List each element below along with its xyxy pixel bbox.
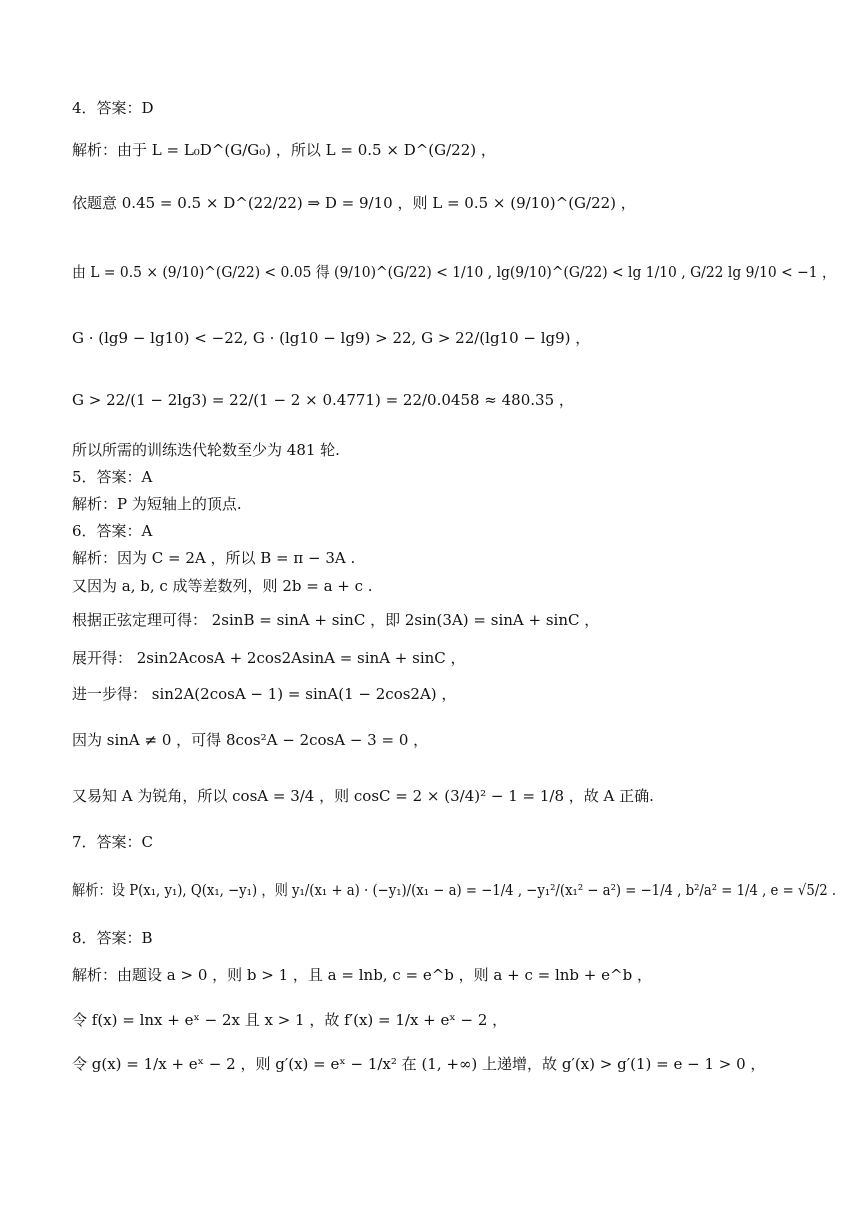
solution-text: 依题意 0.45 = 0.5 × D^(22/22) ⇒ D = 9/10 ，则 L = 0.5 × (9/10)^(G/22) ， xyxy=(72,194,636,212)
answer-text: 5．答案：A xyxy=(72,468,153,486)
q4-solution-line-3 xyxy=(72,262,836,282)
solution-text: 根据正弦定理可得： 2sinB = sinA + sinC ，即 2sin(3A) = sinA + sinC ， xyxy=(72,611,600,629)
q4-solution-line-5 xyxy=(72,390,574,410)
q6-solution-line-5 xyxy=(72,684,456,704)
solution-text: 解析：由题设 a > 0 ，则 b > 1 ，且 a = lnb, c = e^b ，则 a + c = lnb + e^b ， xyxy=(72,966,652,984)
solution-text: G > 22/(1 − 2lg3) = 22/(1 − 2 × 0.4771) = 22/0.0458 ≈ 480.35 ， xyxy=(72,391,574,409)
q6-solution-line-6 xyxy=(72,730,428,750)
q8-solution-line-1 xyxy=(72,965,652,985)
q5-solution-line-1 xyxy=(72,494,242,514)
q6-solution-line-2 xyxy=(72,576,373,596)
q4-solution-line-1 xyxy=(72,140,496,160)
solution-text: 所以所需的训练迭代轮数至少为 481 轮. xyxy=(72,441,340,459)
q6-answer-line xyxy=(72,521,152,541)
q5-answer-line xyxy=(72,467,152,487)
answer-text: 8．答案：B xyxy=(72,929,153,947)
q4-solution-line-6 xyxy=(72,440,340,460)
q8-solution-line-2 xyxy=(72,1010,507,1030)
q4-answer-line xyxy=(72,98,154,118)
q6-solution-line-7 xyxy=(72,786,654,806)
solution-text: G · (lg9 − lg10) < −22, G · (lg10 − lg9) > 22, G > 22/(lg10 − lg9) ， xyxy=(72,329,591,347)
solution-text: 解析：P 为短轴上的顶点. xyxy=(72,495,242,513)
q7-answer-line xyxy=(72,832,153,852)
q4-solution-line-2 xyxy=(72,193,636,213)
solution-text: 令 f(x) = lnx + eˣ − 2x 且 x > 1 ，故 f′(x) = 1/x + eˣ − 2 ， xyxy=(72,1011,508,1029)
solution-text: 又因为 a, b, c 成等差数列，则 2b = a + c . xyxy=(72,577,373,595)
solution-text: 令 g(x) = 1/x + eˣ − 2 ，则 g′(x) = eˣ − 1/x² 在 (1, +∞) 上递增，故 g′(x) > g′(1) = e − 1 > 0 ， xyxy=(72,1055,766,1073)
q4-solution-line-4 xyxy=(72,328,590,348)
q6-solution-line-3 xyxy=(72,610,599,630)
solution-text: 由 L = 0.5 × (9/10)^(G/22) < 0.05 得 (9/10)^(G/22) < 1/10 , lg(9/10)^(G/22) < lg 1/10 , G/22 lg 9/10 < −1 ， xyxy=(72,263,836,281)
solution-text: 解析：因为 C = 2A ，所以 B = π − 3A . xyxy=(72,549,356,567)
q6-solution-line-4 xyxy=(72,648,466,668)
q8-solution-line-3 xyxy=(72,1054,765,1074)
solution-text: 因为 sinA ≠ 0 ，可得 8cos²A − 2cosA − 3 = 0 ， xyxy=(72,731,429,749)
solution-text: 解析：由于 L = L₀D^(G/G₀) ，所以 L = 0.5 × D^(G/22) ， xyxy=(72,141,496,159)
q8-answer-line xyxy=(72,928,153,948)
solution-text: 展开得： 2sin2AcosA + 2cos2AsinA = sinA + sinC ， xyxy=(72,649,466,667)
answer-text: 4．答案：D xyxy=(72,99,154,117)
solution-text: 进一步得： sin2A(2cosA − 1) = sinA(1 − 2cos2A) ， xyxy=(72,685,457,703)
q6-solution-line-1 xyxy=(72,548,355,568)
answer-text: 6．答案：A xyxy=(72,522,153,540)
solution-text: 又易知 A 为锐角，所以 cosA = 3/4 ，则 cosC = 2 × (3/4)² − 1 = 1/8 ，故 A 正确. xyxy=(72,787,654,805)
solution-text: 解析：设 P(x₁, y₁), Q(x₁, −y₁) ，则 y₁/(x₁ + a) · (−y₁)/(x₁ − a) = −1/4 , −y₁²/(x₁² − a²) = −1/4 , b²/a² = 1/4 , e = √5/2 . xyxy=(72,881,837,899)
answer-text: 7．答案：C xyxy=(72,833,154,851)
q7-solution-line-1 xyxy=(72,880,836,900)
